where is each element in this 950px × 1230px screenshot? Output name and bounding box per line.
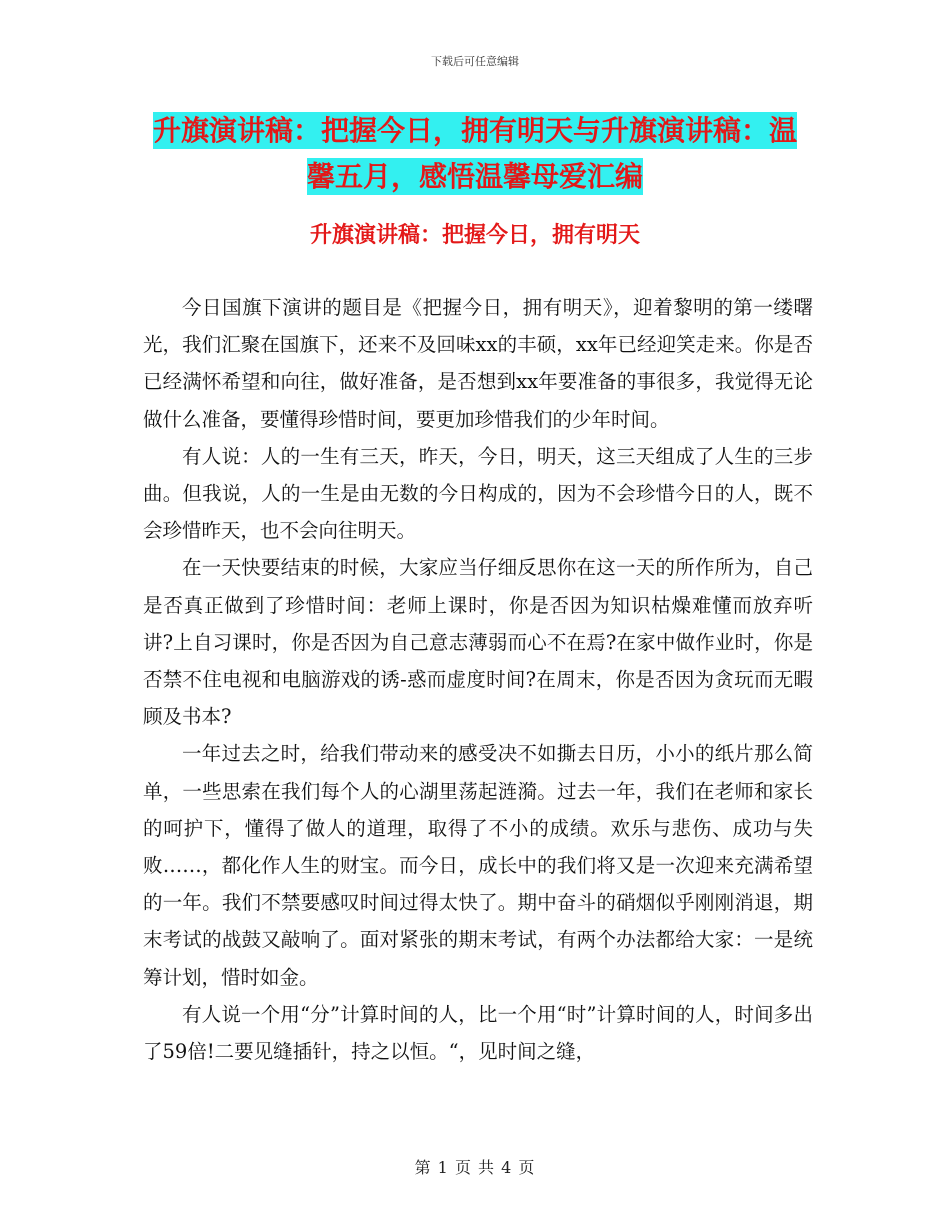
document-title-text: 升旗演讲稿：把握今日，拥有明天与升旗演讲稿：温馨五月，感悟温馨母爱汇编 [152,114,797,193]
page-footer: 第 1 页 共 4 页 [414,1158,536,1177]
header-note: 下载后可任意编辑 [431,55,519,68]
paragraph: 一年过去之时，给我们带动来的感受决不如撕去日历，小小的纸片那么简单，一些思索在我们每个人的心湖里荡起涟漪。过去一年，我们在老师和家长的呵护下，懂得了做人的道理，取得了不小的成绩。欢乐与悲伤、成功与失败……，都化作人生的财宝。而今日，成长中的我们将又是一次迎来充满希望的一年。我们不禁要感叹时间过得太快了。期中奋斗的硝烟似乎刚刚消退，期末考试的战鼓又敲响了。面对紧张的期末考试，有两个办法都给大家：一是统筹计划，惜时如金。 [143,742,813,989]
paragraph: 今日国旗下演讲的题目是《把握今日，拥有明天》，迎着黎明的第一缕曙光，我们汇聚在国旗下，还来不及回味xx的丰硕，xx年已经迎笑走来。你是否已经满怀希望和向往，做好准备，是否想到xx年要准备的事很多，我觉得无论做什么准备，要懂得珍惜时间，要更加珍惜我们的少年时间。 [143,296,813,431]
body-text [143,289,813,1070]
paragraph: 在一天快要结束的时候，大家应当仔细反思你在这一天的所作所为，自己是否真正做到了珍惜时间：老师上课时，你是否因为知识枯燥难懂而放弃听讲?上自习课时，你是否因为自己意志薄弱而心不在焉?在家中做作业时，你是否禁不住电视和电脑游戏的诱-惑而虚度时间?在周末，你是否因为贪玩而无暇顾及书本? [143,556,813,729]
document-title [140,108,810,200]
paragraph: 有人说一个用“分”计算时间的人，比一个用“时”计算时间的人，时间多出了59倍!二要见缝插针，持之以恒。“，见时间之缝， [143,1002,813,1064]
section-title: 升旗演讲稿：把握今日，拥有明天 [309,223,640,248]
paragraph: 有人说：人的一生有三天，昨天，今日，明天，这三天组成了人生的三步曲。但我说，人的一生是由无数的今日构成的，因为不会珍惜今日的人，既不会珍惜昨天，也不会向往明天。 [143,444,813,543]
